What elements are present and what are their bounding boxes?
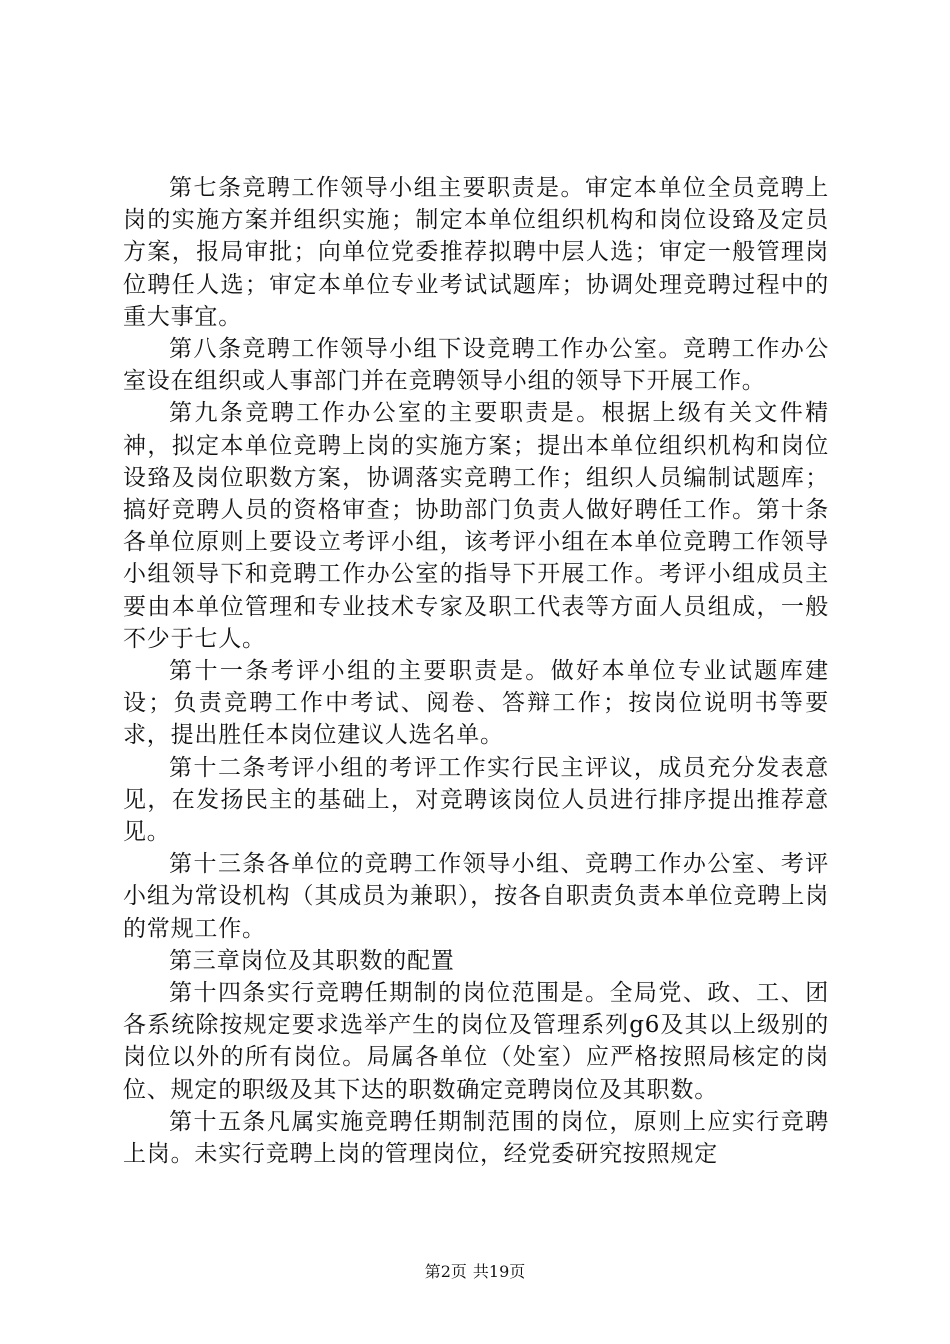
paragraph-article-11: 第十一条考评小组的主要职责是。做好本单位专业试题库建设；负责竞聘工作中考试、阅卷、答辩工作；按岗位说明书等要求，提出胜任本岗位建议人选名单。 (123, 658, 829, 749)
page-total: 共19页 (472, 1262, 526, 1281)
paragraph-article-7: 第七条竞聘工作领导小组主要职责是。审定本单位全员竞聘上岗的实施方案并组织实施；制定本单位组织机构和岗位设臵及定员方案，报局审批；向单位党委推荐拟聘中层人选；审定一般管理岗位聘任人选；审定本单位专业考试试题库；协调处理竞聘过程中的重大事宜。 (123, 175, 829, 330)
paragraph-article-14: 第十四条实行竞聘任期制的岗位范围是。全局党、政、工、团各系统除按规定要求选举产生的岗位及管理系列g6及其以上级别的岗位以外的所有岗位。局属各单位（处室）应严格按照局核定的岗位、规定的职级及其下达的职数确定竞聘岗位及其职数。 (123, 980, 829, 1103)
document-body (123, 172, 829, 1170)
page-number: 第2页 (424, 1262, 467, 1281)
paragraph-article-8: 第八条竞聘工作领导小组下设竞聘工作办公室。竞聘工作办公室设在组织或人事部门并在竞聘领导小组的领导下开展工作。 (123, 336, 829, 395)
paragraph-article-9-10: 第九条竞聘工作办公室的主要职责是。根据上级有关文件精神，拟定本单位竞聘上岗的实施方案；提出本单位组织机构和岗位设臵及岗位职数方案，协调落实竞聘工作；组织人员编制试题库；搞好竞聘人员的资格审查；协助部门负责人做好聘任工作。第十条各单位原则上要设立考评小组，该考评小组在本单位竞聘工作领导小组领导下和竞聘工作办公室的指导下开展工作。考评小组成员主要由本单位管理和专业技术专家及职工代表等方面人员组成，一般不少于七人。 (123, 400, 829, 652)
page-footer (0, 1262, 950, 1282)
chapter-heading: 第三章岗位及其职数的配置 (169, 947, 455, 974)
paragraph-article-15: 第十五条凡属实施竞聘任期制范围的岗位，原则上应实行竞聘上岗。未实行竞聘上岗的管理岗位，经党委研究按照规定 (123, 1108, 829, 1168)
paragraph-article-13: 第十三条各单位的竞聘工作领导小组、竞聘工作办公室、考评小组为常设机构（其成员为兼职），按各自职责负责本单位竞聘上岗的常规工作。 (123, 851, 829, 942)
paragraph-article-12: 第十二条考评小组的考评工作实行民主评议，成员充分发表意见，在发扬民主的基础上，对竞聘该岗位人员进行排序提出推荐意见。 (123, 754, 829, 846)
